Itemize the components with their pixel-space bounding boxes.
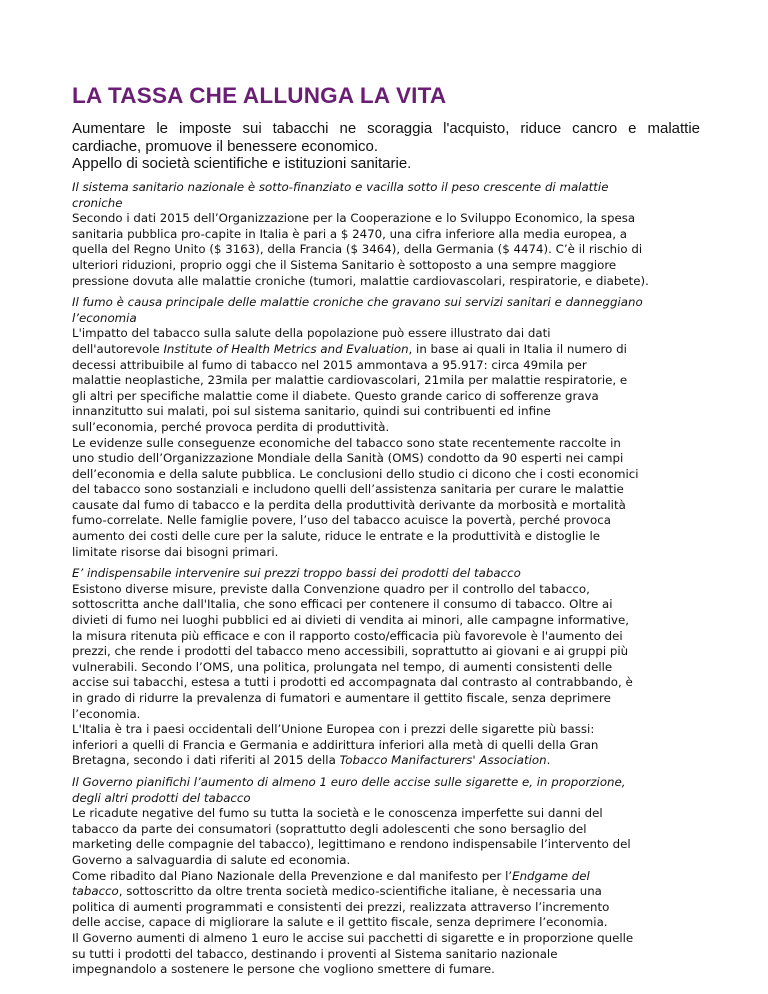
lead-line: Aumentare le imposte sui tabacchi ne scoraggia l'acquisto, riduce cancro e malattie xyxy=(72,120,700,137)
document-title: LA TASSA CHE ALLUNGA LA VITA xyxy=(72,83,447,108)
section-paragraph: Le evidenze sulle conseguenze economiche del tabacco sono state recentemente raccolte in uno studio dell’Organizzazione Mondiale della Sanità (OMS) condotto da 90 esperti nei campi dell’economia e della salute pubblica. Le conclusioni dello studio ci dicono che i costi economici del tabacco sono sostanziali e includono quelli dell’assistenza sanitaria per curare le malattie causate dal fumo di tabacco e la perdita della produttività derivante da morbosità e mortalità fumo-correlate. Nelle famiglie povere, l’uso del tabacco acuisce la povertà, perché provoca aumento dei costi delle cure per la salute, riduce le entrate e la produttività e distoglie le limitate risorse dai bisogni primari. xyxy=(72,435,639,559)
section-smoking-impact xyxy=(72,295,712,560)
section-paragraph: L'Italia è tra i paesi occidentali dell’Unione Europea con i prezzi delle sigarette più bassi: inferiori a quelli di Francia e Germania e addirittura inferiori alla metà di quelli della Gran Bretagna, secondo i dati riferiti al 2015 della Tobacco Manifacturers' Association. xyxy=(72,722,599,768)
lead-line: Appello di società scientifiche e istituzioni sanitarie. xyxy=(72,155,412,172)
document-body xyxy=(72,180,712,984)
section-paragraph: Come ribadito dal Piano Nazionale della Prevenzione e dal manifesto per l’Endgame del tabacco, sottoscritto da oltre trenta società medico-scientifiche italiane, è necessaria una politica di aumenti programmati e consistenti dei prezzi, realizzata attraverso l’incremento delle accise, capace di migliorare la salute e il gettito fiscale, senza deprimere l’economia. xyxy=(72,868,610,930)
section-heading: Il fumo è causa principale delle malattie croniche che gravano sui servizi sanitari e danneggiano l’economia xyxy=(72,295,643,325)
section-government xyxy=(72,775,712,978)
section-heading: Il Governo pianifichi l’aumento di almeno 1 euro delle accise sulle sigarette e, in proporzione, degli altri prodotti del tabacco xyxy=(72,774,626,805)
lead-paragraph xyxy=(72,120,700,173)
section-funding xyxy=(72,180,712,289)
section-heading: Il sistema sanitario nazionale è sotto-finanziato e vacilla sotto il peso crescente di malattie croniche xyxy=(72,180,609,210)
section-paragraph: Esistono diverse misure, previste dalla Convenzione quadro per il controllo del tabacco, sottoscritta anche dall'Italia, che sono efficaci per contenere il consumo di tabacco. Oltre ai divieti di fumo nei luoghi pubblici ed ai divieti di vendita ai minori, alle campagne informative, la misura ritenuta più efficace e con il rapporto costo/efficacia più favorevole è l'aumento dei prezzi, che rende i prodotti del tabacco meno accessibili, soprattutto ai giovani e ai gruppi più vulnerabili. Secondo l’OMS, una politica, prolungata nel tempo, di aumenti consistenti delle accise sui tabacchi, estesa a tutti i prodotti ed accompagnata dal contrasto al contrabbando, è in grado di ridurre la prevalenza di fumatori e aumentare il gettito fiscale, senza deprimere l’economia. xyxy=(72,581,633,721)
section-prices xyxy=(72,566,712,769)
section-paragraph: Le ricadute negative del fumo su tutta la società e le conoscenza imperfette sui danni del tabacco da parte dei consumatori (soprattutto degli adolescenti che sono bersaglio del marketing delle compagnie del tabacco), legittimano e rendono indispensabile l’intervento del Governo a salvaguardia di salute ed economia. xyxy=(72,806,631,867)
section-heading: E’ indispensabile intervenire sui prezzi troppo bassi dei prodotti del tabacco xyxy=(72,566,521,581)
section-paragraph: L'impatto del tabacco sulla salute della popolazione può essere illustrato dai dati dell'autorevole Institute of Health Metrics and Evaluation, in base ai quali in Italia il numero di decessi attribuibile al fumo di tabacco nel 2015 ammontava a 95.917: circa 49mila per malattie neoplastiche, 23mila per malattie cardiovascolari, 21mila per malattie respiratorie, e gli altri per specifiche malattie come il diabete. Questo grande carico di sofferenze grava innanzitutto sui malati, poi sul sistema sanitario, quindi sui contribuenti ed infine sull’economia, perché provoca perdita di produttività. xyxy=(72,326,628,434)
section-paragraph: Il Governo aumenti di almeno 1 euro le accise sui pacchetti di sigarette e in proporzione quelle su tutti i prodotti del tabacco, destinando i proventi al Sistema sanitario nazionale impegnandolo a sostenere le persone che vogliono smettere di fumare. xyxy=(72,930,634,977)
section-paragraph: Secondo i dati 2015 dell’Organizzazione per la Cooperazione e lo Sviluppo Economico, la spesa sanitaria pubblica pro-capite in Italia è pari a $ 2470, una cifra inferiore alla media europea, a quella del Regno Unito ($ 3163), della Francia ($ 3464), della Germania ($ 4474). C’è il rischio di ulteriori riduzioni, proprio oggi che il Sistema Sanitario è sottoposto a una sempre maggiore pressione dovuta alle malattie croniche (tumori, malattie cardiovascolari, respiratorie, e diabete). xyxy=(72,211,649,288)
lead-line: cardiache, promuove il benessere economico. xyxy=(72,137,378,155)
